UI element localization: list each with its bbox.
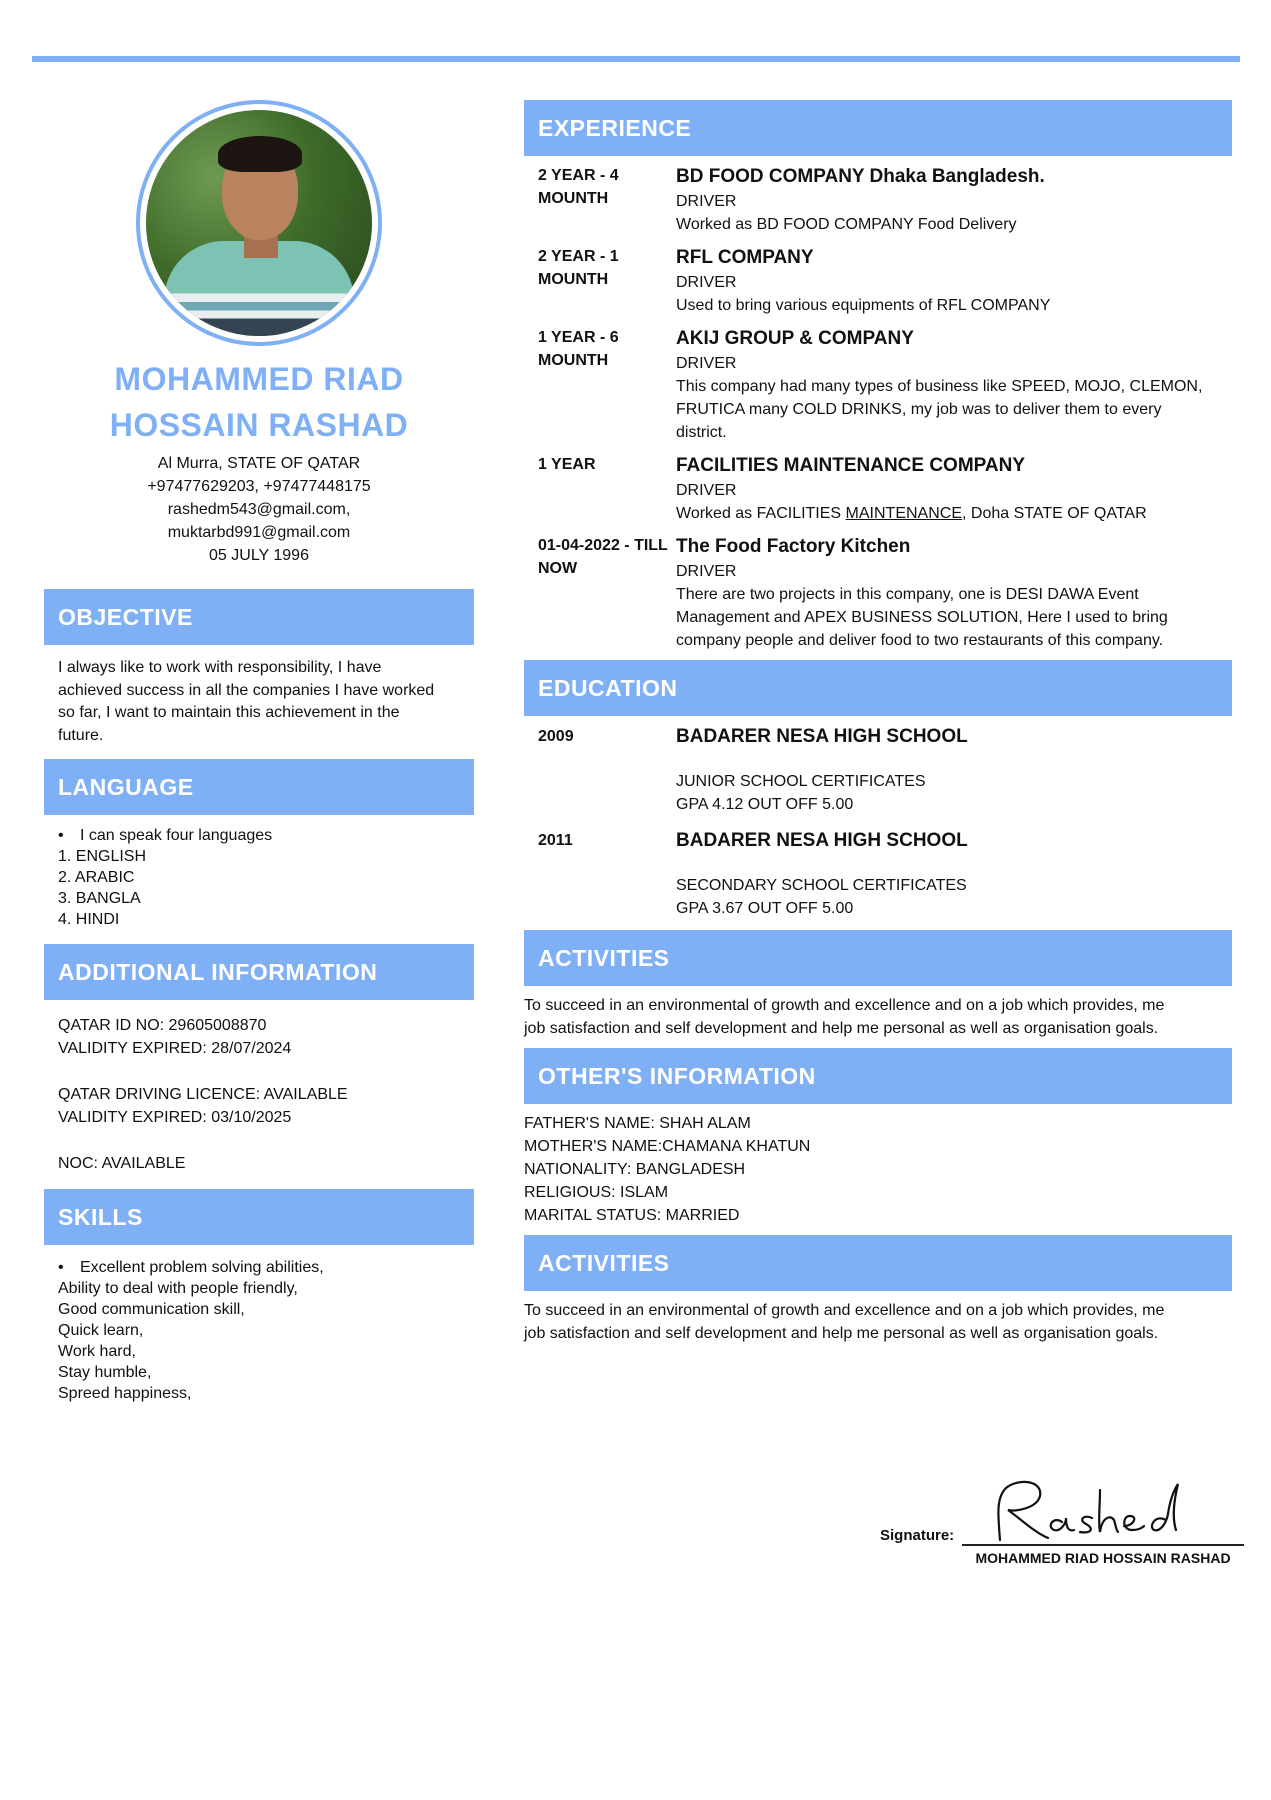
job-description bbox=[676, 502, 1232, 525]
education-detail bbox=[676, 826, 1232, 920]
driving-licence: QATAR DRIVING LICENCE: AVAILABLE bbox=[58, 1086, 348, 1103]
education-detail bbox=[676, 722, 1232, 816]
period-line: 2 YEAR - 1 bbox=[538, 248, 619, 265]
desc-underlined-part: MAINTENANCE, bbox=[845, 505, 967, 522]
signature-line bbox=[962, 1544, 1244, 1546]
experience-entry bbox=[524, 534, 1232, 652]
company-name: BD FOOD COMPANY Dhaka Bangladesh. bbox=[676, 166, 1045, 187]
photo-hair-shape bbox=[218, 136, 302, 172]
activities-heading-2: ACTIVITIES bbox=[524, 1235, 1232, 1291]
period-line: MOUNTH bbox=[538, 271, 609, 288]
candidate-name-line1: MOHAMMED RIAD bbox=[114, 361, 404, 397]
objective-body bbox=[44, 645, 474, 747]
period-line: MOUNTH bbox=[538, 352, 609, 369]
language-item: 2. ARABIC bbox=[58, 869, 135, 886]
handwritten-signature bbox=[988, 1470, 1188, 1550]
job-description: Management and APEX BUSINESS SOLUTION, Here I used to bring bbox=[676, 609, 1168, 626]
job-description: FRUTICA many COLD DRINKS, my job was to deliver them to every bbox=[676, 401, 1162, 418]
email-secondary: muktarbd991@gmail.com bbox=[167, 524, 351, 541]
gpa: GPA 4.12 OUT OFF 5.00 bbox=[676, 796, 854, 813]
skill-item: Work hard, bbox=[58, 1343, 136, 1360]
language-item: 3. BANGLA bbox=[58, 890, 141, 907]
language-body bbox=[44, 815, 474, 930]
period-line: NOW bbox=[538, 560, 578, 577]
company-name: AKIJ GROUP & COMPANY bbox=[676, 328, 914, 349]
language-heading: LANGUAGE bbox=[44, 759, 474, 815]
activities-line: job satisfaction and self development and help me personal as well as organisation goals. bbox=[524, 1325, 1159, 1342]
skills-body bbox=[44, 1245, 474, 1404]
experience-detail bbox=[676, 164, 1232, 236]
job-role: DRIVER bbox=[676, 274, 737, 291]
others-info-heading: OTHER'S INFORMATION bbox=[524, 1048, 1232, 1104]
period-line: MOUNTH bbox=[538, 190, 609, 207]
objective-heading: OBJECTIVE bbox=[44, 589, 474, 645]
experience-period bbox=[524, 453, 676, 525]
contact-block bbox=[44, 452, 474, 567]
education-year: 2009 bbox=[538, 728, 574, 745]
others-info-body bbox=[524, 1104, 1232, 1227]
period-line: 01-04-2022 - TILL bbox=[538, 537, 668, 554]
activities-line: job satisfaction and self development and help me personal as well as organisation goals. bbox=[524, 1020, 1159, 1037]
driving-licence-validity: VALIDITY EXPIRED: 03/10/2025 bbox=[58, 1109, 292, 1126]
signature-label: Signature: bbox=[880, 1527, 955, 1544]
signature-printed-name: MOHAMMED RIAD HOSSAIN RASHAD bbox=[975, 1550, 1231, 1566]
skill-item: Good communication skill, bbox=[58, 1301, 245, 1318]
experience-entry bbox=[524, 164, 1232, 236]
activities-body-2 bbox=[524, 1291, 1232, 1345]
language-item: 1. ENGLISH bbox=[58, 848, 147, 865]
activities-line: To succeed in an environmental of growth and excellence and on a job which provides, me bbox=[524, 997, 1165, 1014]
mother-name: MOTHER'S NAME:CHAMANA KHATUN bbox=[524, 1138, 811, 1155]
experience-detail bbox=[676, 326, 1232, 444]
experience-period bbox=[524, 164, 676, 236]
nationality: NATIONALITY: BANGLADESH bbox=[524, 1161, 746, 1178]
address: Al Murra, STATE OF QATAR bbox=[157, 455, 361, 472]
activities-body bbox=[524, 986, 1232, 1040]
skill-item: • Excellent problem solving abilities, bbox=[58, 1257, 460, 1278]
experience-entry bbox=[524, 326, 1232, 444]
job-role: DRIVER bbox=[676, 193, 737, 210]
experience-detail bbox=[676, 453, 1232, 525]
candidate-name-line2: HOSSAIN RASHAD bbox=[109, 407, 409, 443]
company-name: RFL COMPANY bbox=[676, 247, 814, 268]
language-item: 4. HINDI bbox=[58, 911, 120, 928]
skill-item: Stay humble, bbox=[58, 1364, 152, 1381]
job-description: Used to bring various equipments of RFL COMPANY bbox=[676, 297, 1051, 314]
candidate-name bbox=[44, 356, 474, 448]
right-column bbox=[524, 100, 1232, 1345]
religion: RELIGIOUS: ISLAM bbox=[524, 1184, 669, 1201]
education-entry bbox=[524, 826, 1232, 920]
job-role: DRIVER bbox=[676, 482, 737, 499]
qatar-id-validity: VALIDITY EXPIRED: 28/07/2024 bbox=[58, 1040, 292, 1057]
profile-photo bbox=[146, 110, 372, 336]
email-primary: rashedm543@gmail.com, bbox=[167, 501, 351, 518]
skill-item: Quick learn, bbox=[58, 1322, 144, 1339]
objective-line: achieved success in all the companies I have worked bbox=[58, 681, 435, 699]
education-heading: EDUCATION bbox=[524, 660, 1232, 716]
top-accent-rule bbox=[32, 56, 1240, 62]
education-year: 2011 bbox=[538, 832, 573, 849]
experience-period bbox=[524, 534, 676, 652]
left-column bbox=[44, 100, 474, 1404]
company-name: FACILITIES MAINTENANCE COMPANY bbox=[676, 455, 1026, 476]
desc-part: Worked as FACILITIES bbox=[676, 505, 846, 522]
job-description: Worked as BD FOOD COMPANY Food Delivery bbox=[676, 216, 1017, 233]
job-description: district. bbox=[676, 424, 727, 441]
phone-numbers: +97477629203, +97477448175 bbox=[147, 478, 371, 495]
period-line: 2 YEAR - 4 bbox=[538, 167, 619, 184]
experience-period bbox=[524, 245, 676, 317]
experience-detail bbox=[676, 245, 1232, 317]
period-line: 1 YEAR - 6 bbox=[538, 329, 619, 346]
education-entry bbox=[524, 722, 1232, 816]
job-role: DRIVER bbox=[676, 355, 737, 372]
certificate: SECONDARY SCHOOL CERTIFICATES bbox=[676, 877, 967, 894]
job-description: This company had many types of business like SPEED, MOJO, CLEMON, bbox=[676, 378, 1203, 395]
skill-item: Ability to deal with people friendly, bbox=[58, 1280, 298, 1297]
job-description: company people and deliver food to two restaurants of this company. bbox=[676, 632, 1164, 649]
school-name: BADARER NESA HIGH SCHOOL bbox=[676, 830, 968, 851]
skill-item: Spreed happiness, bbox=[58, 1385, 192, 1402]
objective-line: so far, I want to maintain this achievement in the bbox=[58, 704, 400, 721]
additional-info-body bbox=[44, 1000, 474, 1175]
language-intro: • I can speak four languages bbox=[58, 825, 460, 846]
profile-photo-frame bbox=[136, 100, 382, 346]
marital-status: MARITAL STATUS: MARRIED bbox=[524, 1207, 740, 1224]
experience-entry bbox=[524, 453, 1232, 525]
gpa: GPA 3.67 OUT OFF 5.00 bbox=[676, 900, 854, 917]
qatar-id: QATAR ID NO: 29605008870 bbox=[58, 1017, 267, 1034]
desc-part: Doha STATE OF QATAR bbox=[966, 505, 1147, 522]
period-line: 1 YEAR bbox=[538, 456, 596, 473]
experience-detail bbox=[676, 534, 1232, 652]
school-name: BADARER NESA HIGH SCHOOL bbox=[676, 726, 968, 747]
job-role: DRIVER bbox=[676, 563, 737, 580]
company-name: The Food Factory Kitchen bbox=[676, 536, 911, 557]
certificate: JUNIOR SCHOOL CERTIFICATES bbox=[676, 773, 926, 790]
father-name: FATHER'S NAME: SHAH ALAM bbox=[524, 1115, 751, 1132]
experience-entry bbox=[524, 245, 1232, 317]
date-of-birth: 05 JULY 1996 bbox=[209, 547, 309, 564]
activities-line: To succeed in an environmental of growth and excellence and on a job which provides, me bbox=[524, 1302, 1165, 1319]
experience-heading: EXPERIENCE bbox=[524, 100, 1232, 156]
noc-status: NOC: AVAILABLE bbox=[58, 1155, 186, 1172]
skills-heading: SKILLS bbox=[44, 1189, 474, 1245]
additional-info-heading: ADDITIONAL INFORMATION bbox=[44, 944, 474, 1000]
activities-heading: ACTIVITIES bbox=[524, 930, 1232, 986]
experience-period bbox=[524, 326, 676, 444]
job-description: There are two projects in this company, one is DESI DAWA Event bbox=[676, 586, 1139, 603]
objective-line: I always like to work with responsibility, I have bbox=[58, 659, 382, 676]
objective-line: future. bbox=[58, 726, 104, 744]
